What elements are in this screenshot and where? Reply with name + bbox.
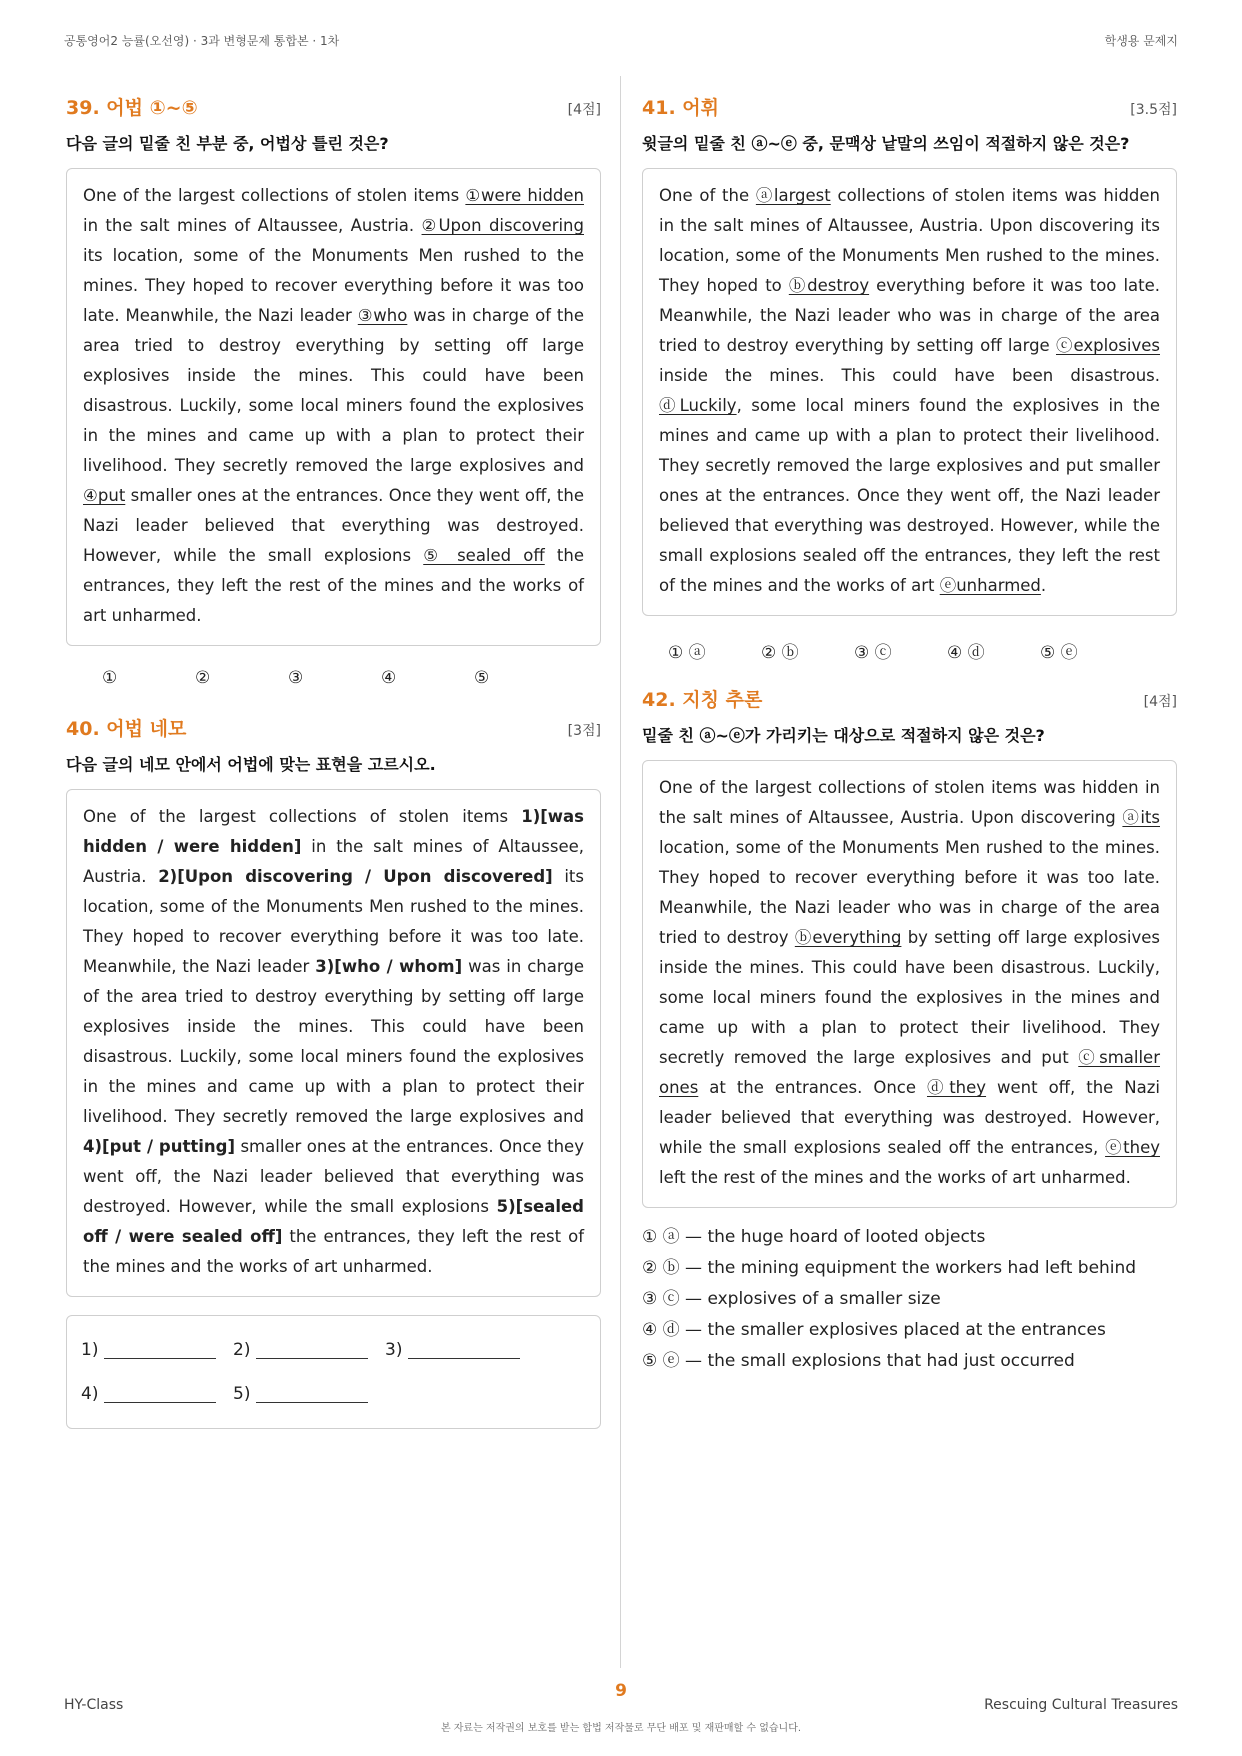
question-41-header <box>642 93 1177 119</box>
question-39-header <box>66 93 601 119</box>
passage-text: the entrances, they left the rest of the mines and the works of art unharmed. <box>83 546 584 625</box>
question-41-instruction: 윗글의 밑줄 친 ⓐ~ⓔ 중, 문맥상 낱말의 쓰임이 적절하지 않은 것은? <box>642 134 1130 153</box>
underlined-phrase: ⓑeverything <box>794 928 902 947</box>
bracket-choice: 5)[sealed off / were sealed off] <box>83 1197 584 1246</box>
question-41-points: [3.5점] <box>1130 102 1177 118</box>
q42-option-2[interactable]: ② ⓑ — the mining equipment the workers had left behind <box>642 1258 1137 1278</box>
footer-lesson-title: Rescuing Cultural Treasures <box>984 1697 1178 1713</box>
question-40-points: [3점] <box>567 723 601 739</box>
question-41-number: 41. 어휘 <box>642 97 719 119</box>
q41-option-1[interactable]: ① ⓐ <box>668 643 706 663</box>
bracket-choice: 4)[put / putting] <box>83 1137 236 1156</box>
q42-option-3[interactable]: ③ ⓒ — explosives of a smaller size <box>642 1289 941 1309</box>
question-40-passage <box>66 789 601 1297</box>
underlined-phrase: ⓐits <box>1122 808 1160 827</box>
copyright-notice: 본 자료는 저작권의 보호를 받는 합법 저작물로 무단 배포 및 재판매할 수 없습니다. <box>440 1723 802 1734</box>
q41-option-5[interactable]: ⑤ ⓔ <box>1040 643 1078 663</box>
passage-text: everything before it was too late. Meanwhile, the Nazi leader who was in charge of the area tried to destroy everything by setting off large <box>659 276 1160 355</box>
question-40-instruction: 다음 글의 네모 안에서 어법에 맞는 표현을 고르시오. <box>66 755 436 774</box>
q39-option-4[interactable]: ④ <box>381 668 397 688</box>
page-number: 9 <box>615 1681 627 1701</box>
answer-blank-2[interactable] <box>256 1341 368 1359</box>
answer-label-4: 4) <box>81 1384 99 1404</box>
answer-row <box>81 1372 586 1416</box>
passage-text: One of the largest collections of stolen items <box>83 186 466 205</box>
answer-row <box>81 1328 586 1372</box>
question-41 <box>642 93 1177 663</box>
answer-blank-5[interactable] <box>256 1385 368 1403</box>
answer-label-3: 3) <box>385 1340 403 1360</box>
passage-text: smaller ones at the entrances. Once they went off, the Nazi leader believed that everything was destroyed. However, while the small explosions <box>83 1137 584 1216</box>
footer-brand: HY-Class <box>64 1697 124 1713</box>
q41-option-2[interactable]: ② ⓑ <box>761 643 799 663</box>
passage-text: the entrances, they left the rest of the mines and the works of art unharmed. <box>83 1227 585 1276</box>
passage-text: smaller ones at the entrances. Once they went off, the Nazi leader believed that everything was destroyed. However, while the small explosions <box>83 486 584 565</box>
underlined-phrase: ⓒsmaller ones <box>659 1048 1160 1097</box>
passage-text: One of the largest collections of stolen items <box>83 807 522 826</box>
question-39-instruction: 다음 글의 밑줄 친 부분 중, 어법상 틀린 것은? <box>66 134 389 153</box>
q41-option-4[interactable]: ④ ⓓ <box>947 643 985 663</box>
q39-option-2[interactable]: ② <box>195 668 211 688</box>
answer-item-3 <box>385 1340 537 1360</box>
passage-text: inside the mines. This could have been disastrous. <box>659 366 1160 385</box>
passage-text: went off, the Nazi leader believed that everything was destroyed. However, while the small explosions sealed off the entrances, <box>659 1078 1161 1157</box>
answer-blank-3[interactable] <box>408 1341 520 1359</box>
question-41-options <box>642 638 1177 663</box>
q39-option-1[interactable]: ① <box>102 668 118 688</box>
question-40-answer-box <box>66 1315 601 1429</box>
underlined-phrase: ⓔthey <box>1105 1138 1160 1157</box>
passage-text: . <box>1040 576 1047 595</box>
answer-item-2 <box>233 1340 385 1360</box>
bracket-choice: 3)[who / whom] <box>315 957 463 976</box>
passage-text: by setting off large explosives inside the mines. This could have been disastrous. Luckily, some local miners found the explosives in the mines and came up with a plan to protect their livelihood. They secretly removed the large explosives and put <box>659 928 1160 1067</box>
answer-item-4 <box>81 1384 233 1404</box>
question-39-points: [4점] <box>567 102 601 118</box>
q39-option-5[interactable]: ⑤ <box>474 668 490 688</box>
question-42 <box>642 685 1177 1377</box>
underlined-phrase: ⓒexplosives <box>1055 336 1160 355</box>
question-40-number: 40. 어법 네모 <box>66 718 187 740</box>
right-column <box>642 93 1177 1377</box>
passage-text: at the entrances. Once <box>698 1078 927 1097</box>
answer-blank-4[interactable] <box>104 1385 216 1403</box>
header-left-title: 공통영어2 능률(오선영) · 3과 변형문제 통합본 · 1차 <box>64 34 340 48</box>
question-40 <box>66 714 601 1429</box>
question-39-options <box>66 668 601 688</box>
q39-option-3[interactable]: ③ <box>288 668 304 688</box>
question-39 <box>66 93 601 688</box>
passage-text: left the rest of the mines and the works of art unharmed. <box>659 1168 1131 1187</box>
bracket-choice: 2)[Upon discovering / Upon discovered] <box>158 867 553 886</box>
passage-text: its location, some of the Monuments Men rushed to the mines. They hoped to recover everything before it was too late. Meanwhile, the Nazi leader <box>83 867 584 976</box>
underlined-phrase: ⑤ sealed off <box>423 546 545 565</box>
question-40-header <box>66 714 601 740</box>
q41-option-3[interactable]: ③ ⓒ <box>854 643 892 663</box>
answer-label-1: 1) <box>81 1340 99 1360</box>
underlined-phrase: ⓔunharmed <box>939 576 1041 595</box>
underlined-phrase: ④put <box>83 486 126 505</box>
question-42-number: 42. 지칭 추론 <box>642 689 763 711</box>
answer-item-5 <box>233 1384 385 1404</box>
passage-text: was in charge of the area tried to destroy everything by setting off large explosives inside the mines. This could have been disastrous. Luckily, some local miners found the explosives in the mines and came up with a plan to protect their livelihood. They secretly removed the large explosives and <box>83 306 584 475</box>
passage-text: in the salt mines of Altaussee, Austria. <box>83 837 584 886</box>
question-42-points: [4점] <box>1143 694 1177 710</box>
question-41-passage <box>642 168 1177 616</box>
q42-option-4[interactable]: ④ ⓓ — the smaller explosives placed at the entrances <box>642 1320 1106 1340</box>
question-39-number: 39. 어법 ①~⑤ <box>66 97 198 119</box>
answer-label-2: 2) <box>233 1340 251 1360</box>
passage-text: One of the <box>659 186 756 205</box>
question-42-instruction: 밑줄 친 ⓐ~ⓔ가 가리키는 대상으로 적절하지 않은 것은? <box>642 726 1045 745</box>
underlined-phrase: ②Upon discovering <box>421 216 584 235</box>
bracket-choice: 1)[was hidden / were hidden] <box>83 807 584 856</box>
passage-text: its location, some of the Monuments Men rushed to the mines. They hoped to recover everything before it was too late. Meanwhile, the Nazi leader <box>83 246 584 325</box>
passage-text: location, some of the Monuments Men rushed to the mines. They hoped to recover everything before it was too late. Meanwhile, the Nazi leader who was in charge of the area tried to destroy <box>659 838 1160 947</box>
passage-text: One of the largest collections of stolen items was hidden in the salt mines of Altaussee, Austria. Upon discovering <box>659 778 1160 827</box>
q42-option-5[interactable]: ⑤ ⓔ — the small explosions that had just occurred <box>642 1351 1075 1371</box>
question-39-passage <box>66 168 601 646</box>
passage-text: was in charge of the area tried to destroy everything by setting off large explosives inside the mines. This could have been disastrous. Luckily, some local miners found the explosives in the mines and came up with a plan to protect their livelihood. They secretly removed the large explosives and <box>83 957 584 1126</box>
underlined-phrase: ⓑdestroy <box>788 276 870 295</box>
underlined-phrase: ①were hidden <box>465 186 584 205</box>
passage-text: , some local miners found the explosives in the mines and came up with a plan to protect their livelihood. They secretly removed the large explosives and put smaller ones at the entrances. Once they went off, the Nazi leader believed that everything was destroyed. However, while the small explosions sealed off the entrances, they left the rest of the mines and the works of art <box>659 396 1160 595</box>
underlined-phrase: ⓓthey <box>926 1078 987 1097</box>
left-column <box>66 93 601 1429</box>
answer-blank-1[interactable] <box>104 1341 216 1359</box>
question-42-header <box>642 685 1177 711</box>
underlined-phrase: ⓐlargest <box>755 186 831 205</box>
column-divider <box>620 76 621 1668</box>
q42-option-1[interactable]: ① ⓐ — the huge hoard of looted objects <box>642 1227 986 1247</box>
underlined-phrase: ③who <box>357 306 408 325</box>
passage-text: collections of stolen items was hidden in the salt mines of Altaussee, Austria. Upon discovering its location, some of the Monuments Men rushed to the mines. They hoped to <box>659 186 1160 295</box>
answer-label-5: 5) <box>233 1384 251 1404</box>
header-right-title: 학생용 문제지 <box>1104 34 1178 48</box>
passage-text: in the salt mines of Altaussee, Austria. <box>83 216 422 235</box>
question-42-passage <box>642 760 1177 1208</box>
answer-item-1 <box>81 1340 233 1360</box>
underlined-phrase: ⓓLuckily <box>659 396 737 415</box>
question-42-options <box>642 1222 1177 1377</box>
